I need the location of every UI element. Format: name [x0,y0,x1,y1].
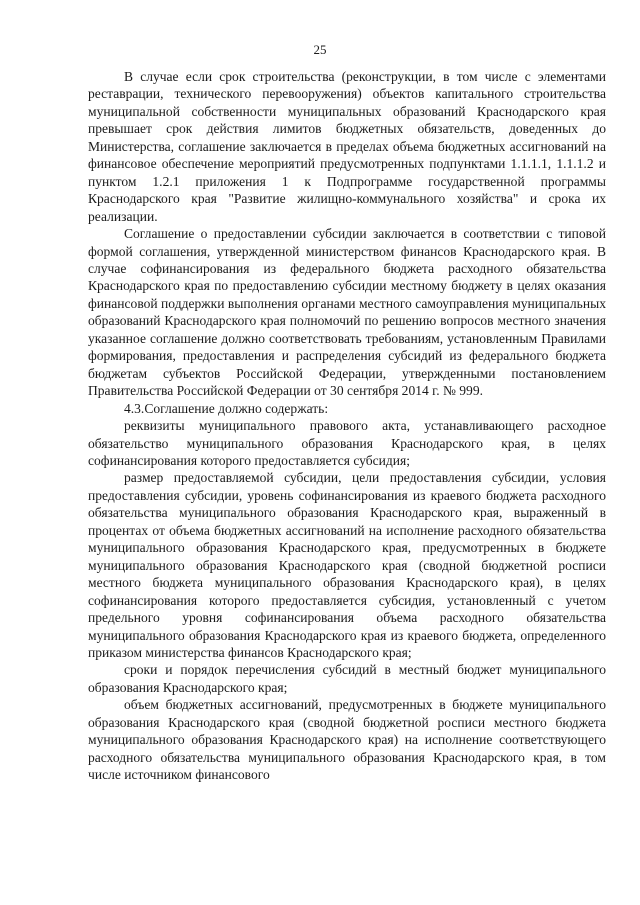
paragraph-construction-term: В случае если срок строительства (реконструкции, в том числе с элементами реставрации, технического перевооружения) объектов капитального строительства муниципальной собственности муниципальных образований Краснодарского края превышает срок действия лимитов бюджетных обязательств, доведенных до Министерства, соглашение заключается в пределах объема бюджетных ассигнований на финансовое обеспечение мероприятий предусмотренных подпунктами 1.1.1.1, 1.1.1.2 и пунктом 1.2.1 приложения 1 к Подпрограмме государственной программы Краснодарского края "Развитие жилищно-коммунального хозяйства" и срока их реализации. [88,69,606,224]
paragraph-legal-act-details: реквизиты муниципального правового акта, устанавливающего расходное обязательство муниципального образования Краснодарского края, в целях софинансирования которого предоставляется субсидия; [88,418,606,468]
paragraph-transfer-terms: сроки и порядок перечисления субсидий в местный бюджет муниципального образования Краснодарского края; [88,662,606,695]
paragraph-section-4-3: 4.3.Соглашение должно содержать: [124,400,329,416]
paragraph-agreement-form: Соглашение о предоставлении субсидии заключается в соответствии с типовой формой соглашения, утвержденной министерством финансов Краснодарского края. В случае софинансирования из федерального бюджета расходного обязательства Краснодарского края по предоставлению субсидии местному бюджету в целях оказания финансовой поддержки выполнения органами местного самоуправления муниципальных образований Краснодарского края полномочий по решению вопросов местного значения указанное соглашение должно соответствовать требованиям, установленным Правилами формирования, предоставления и распределения субсидий из федерального бюджета бюджетам субъектов Российской Федерации, утвержденными постановлением Правительства Российской Федерации от 30 сентября 2014 г. № 999. [88,226,606,399]
document-body [88,68,606,784]
paragraph-subsidy-size: размер предоставляемой субсидии, цели предоставления субсидии, условия предоставления субсидии, уровень софинансирования из краевого бюджета расходного обязательства муниципального образования Краснодарского края, выраженный в процентах от объема бюджетных ассигнований на исполнение расходного обязательства муниципального образования Краснодарского края, предусмотренных в бюджете муниципального образования Краснодарского края (сводной бюджетной росписи местного бюджета муниципального образования Краснодарского края), в целях софинансирования которого предоставляется субсидия, установленный с учетом предельного уровня софинансирования объема расходного обязательства муниципального образования Краснодарского края из краевого бюджета, определенного приказом министерства финансов Краснодарского края; [88,470,606,660]
page-number: 25 [313,42,327,57]
paragraph-budget-allocations: объем бюджетных ассигнований, предусмотренных в бюджете муниципального образования Краснодарского края (сводной бюджетной росписи местного бюджета муниципального образования Краснодарского края) на исполнение соответствующего расходного обязательства муниципального образования Краснодарского края, в том числе источником финансового [88,697,606,783]
